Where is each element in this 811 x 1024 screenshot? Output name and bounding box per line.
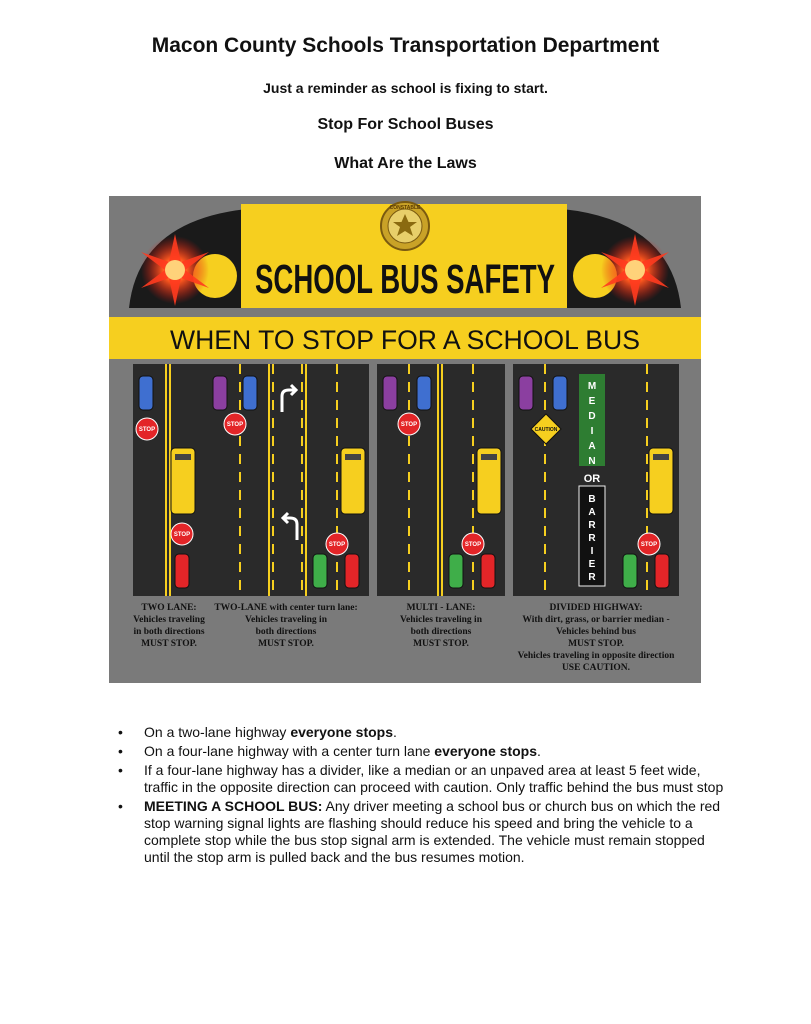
poster-title: SCHOOL BUS SAFETY — [255, 256, 555, 302]
svg-text:both directions: both directions — [255, 627, 317, 637]
svg-text:USE CAUTION.: USE CAUTION. — [561, 663, 631, 673]
laws-bullet-list — [116, 724, 726, 868]
svg-text:D: D — [588, 411, 596, 422]
subtitle-stop-for-buses: Stop For School Buses — [317, 116, 494, 133]
svg-text:A: A — [588, 507, 596, 518]
svg-text:MUST STOP.: MUST STOP. — [413, 639, 469, 649]
page-title: Macon County Schools Transportation Department — [151, 34, 660, 57]
svg-text:E: E — [588, 396, 596, 407]
svg-text:TWO LANE:: TWO LANE: — [141, 603, 197, 613]
list-item: • On a two-lane highway everyone stops. — [118, 724, 397, 740]
school-bus-safety-poster — [109, 196, 701, 683]
list-item: • If a four-lane highway has a divider, like a median or an unpaved area at least 5 feet wide, traffic in the opposite direction can proceed with caution. Only traffic behind the bus must stop — [118, 762, 724, 795]
svg-text:A: A — [588, 441, 596, 452]
svg-text:E: E — [588, 559, 596, 570]
svg-text:MUST STOP.: MUST STOP. — [141, 639, 197, 649]
svg-text:both directions: both directions — [410, 627, 472, 637]
svg-text:STOP: STOP — [640, 542, 658, 548]
svg-text:N: N — [588, 456, 596, 467]
subtitle-what-are-laws: What Are the Laws — [334, 155, 477, 172]
svg-text:STOP: STOP — [464, 542, 482, 548]
svg-text:MULTI - LANE:: MULTI - LANE: — [406, 603, 476, 613]
svg-text:I: I — [590, 426, 594, 437]
svg-text:MUST STOP.: MUST STOP. — [568, 639, 624, 649]
list-item: • MEETING A SCHOOL BUS: Any driver meeting a school bus or church bus on which the red stop warning signal lights are flashing should reduce his speed and bring the vehicle to a complete stop while the bus stop signal arm is extended. The vehicle must remain stopped until the stop arm is pulled back and the bus resumes motion. — [118, 798, 721, 865]
bullet-icon: • — [118, 724, 123, 740]
svg-text:Vehicles traveling: Vehicles traveling — [133, 615, 205, 625]
bullet-icon: • — [118, 798, 123, 814]
svg-text:R: R — [588, 520, 596, 531]
svg-text:B: B — [588, 494, 596, 505]
svg-text:M: M — [587, 381, 597, 392]
svg-text:DIVIDED HIGHWAY:: DIVIDED HIGHWAY: — [549, 603, 643, 613]
banner-text: WHEN TO STOP FOR A SCHOOL BUS — [170, 325, 640, 355]
svg-text:I: I — [590, 546, 594, 557]
or-label: OR — [583, 473, 601, 485]
bullet-icon: • — [118, 762, 123, 778]
barrier-label — [588, 494, 596, 583]
svg-text:STOP: STOP — [226, 422, 244, 428]
svg-text:STOP: STOP — [173, 532, 191, 538]
svg-text:STOP: STOP — [328, 542, 346, 548]
svg-text:Vehicles traveling in opposite: Vehicles traveling in opposite direction — [517, 651, 675, 661]
svg-text:TWO-LANE with center turn lane: TWO-LANE with center turn lane: — [214, 603, 358, 613]
svg-text:STOP: STOP — [400, 422, 418, 428]
svg-text:With dirt, grass, or barrier m: With dirt, grass, or barrier median - — [522, 615, 670, 625]
svg-text:Vehicles traveling in: Vehicles traveling in — [245, 615, 327, 625]
svg-text:Vehicles traveling in: Vehicles traveling in — [400, 615, 482, 625]
reminder-text: Just a reminder as school is fixing to start. — [263, 80, 548, 96]
svg-text:CAUTION: CAUTION — [534, 427, 558, 433]
list-item: • On a four-lane highway with a center turn lane everyone stops. — [118, 743, 541, 759]
svg-text:in both directions: in both directions — [133, 627, 205, 637]
svg-text:R: R — [588, 533, 596, 544]
constable-badge-icon — [381, 202, 429, 250]
bullet-icon: • — [118, 743, 123, 759]
svg-text:STOP: STOP — [138, 427, 156, 433]
svg-text:Vehicles behind bus: Vehicles behind bus — [556, 627, 636, 637]
badge-label: CONSTABLE — [389, 205, 421, 211]
svg-text:MUST STOP.: MUST STOP. — [258, 639, 314, 649]
svg-text:R: R — [588, 572, 596, 583]
